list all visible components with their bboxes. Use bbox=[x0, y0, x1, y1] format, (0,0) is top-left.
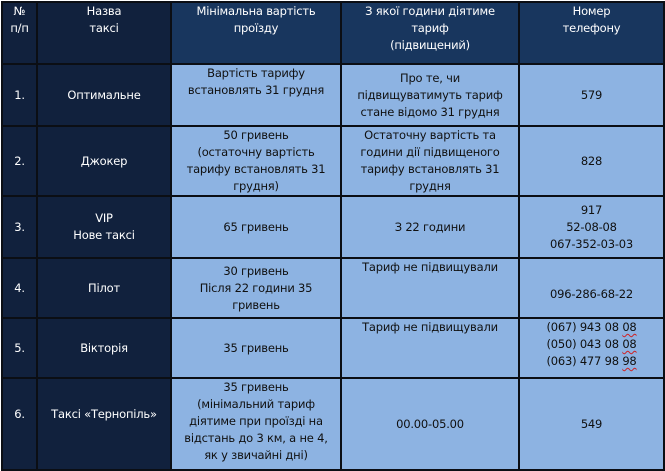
min-fare-line: тарифу встановлять 31 bbox=[186, 162, 326, 176]
min-fare-line: діятиме при проїзді на bbox=[189, 414, 323, 428]
raised-hours-cell bbox=[341, 196, 519, 258]
spellcheck-underlined-text: 08 bbox=[622, 337, 637, 351]
header-raised-hours-line: (підвищений) bbox=[390, 38, 470, 52]
header-number bbox=[2, 2, 37, 64]
raised-hours-line: Остаточну вартість та bbox=[364, 128, 496, 142]
row-number: 6. bbox=[2, 378, 37, 470]
raised-hours-line: 00.00-05.00 bbox=[396, 416, 464, 431]
table-row bbox=[2, 378, 664, 470]
header-number-line: п/п bbox=[10, 21, 29, 35]
taxi-name bbox=[37, 196, 171, 258]
phone-cell bbox=[519, 318, 664, 378]
taxi-name bbox=[37, 64, 171, 126]
raised-hours-cell bbox=[341, 64, 519, 126]
row-number: 1. bbox=[2, 64, 37, 126]
phone-cell bbox=[519, 258, 664, 318]
min-fare-line: 30 гривень bbox=[223, 263, 289, 278]
table-row bbox=[2, 196, 664, 258]
taxi-name-line: Пілот bbox=[88, 280, 120, 295]
raised-hours-cell bbox=[341, 258, 519, 318]
min-fare-line: як у звичайні дні) bbox=[204, 448, 308, 462]
row-number: 3. bbox=[2, 196, 37, 258]
raised-hours-line: Тариф не підвищували bbox=[362, 260, 498, 274]
min-fare-cell bbox=[171, 64, 341, 126]
taxi-name bbox=[37, 258, 171, 318]
phone-number bbox=[524, 353, 659, 370]
taxi-name-line: Вікторія bbox=[80, 340, 128, 355]
header-phone-line: телефону bbox=[562, 21, 621, 35]
phone-number: 549 bbox=[580, 416, 603, 431]
phone-number-main: (063) 477 98 bbox=[546, 354, 623, 368]
taxi-name bbox=[37, 126, 171, 196]
taxi-name-line: Таксі «Тернопіль» bbox=[51, 407, 157, 421]
raised-hours-cell bbox=[341, 378, 519, 470]
min-fare-line: гривень bbox=[232, 297, 280, 312]
header-name-line: Назва bbox=[86, 4, 122, 18]
raised-hours-line: підвищуватимуть тариф bbox=[357, 87, 503, 102]
phone-cell bbox=[519, 378, 664, 470]
table-row bbox=[2, 318, 664, 378]
min-fare-line: 35 гривень bbox=[223, 340, 289, 355]
row-number: 4. bbox=[2, 258, 37, 318]
min-fare-cell bbox=[171, 318, 341, 378]
header-raised-hours-line: тариф bbox=[411, 21, 449, 35]
taxi-name bbox=[37, 378, 171, 470]
phone-number bbox=[524, 319, 659, 336]
phone-cell bbox=[519, 64, 664, 126]
header-phone-line: Номер bbox=[572, 4, 611, 18]
taxi-fares-table bbox=[1, 1, 665, 471]
min-fare-line: 35 гривень bbox=[223, 380, 289, 394]
phone-number-main: (050) 043 08 bbox=[546, 337, 623, 351]
min-fare-cell bbox=[171, 196, 341, 258]
raised-hours-cell bbox=[341, 126, 519, 196]
min-fare-line: відстань до 3 км, а не 4, bbox=[184, 431, 328, 445]
row-number: 5. bbox=[2, 318, 37, 378]
phone-number bbox=[524, 336, 659, 353]
phone-number: 52-08-08 bbox=[566, 219, 617, 234]
raised-hours-line: Про те, чи bbox=[400, 70, 460, 85]
taxi-name-line: Джокер bbox=[80, 153, 128, 168]
phone-cell bbox=[519, 126, 664, 196]
raised-hours-line: стане відомо 31 грудня bbox=[360, 104, 500, 119]
phone-number: 579 bbox=[580, 87, 603, 102]
taxi-name-line: VIP bbox=[95, 211, 113, 225]
min-fare-line: (мінімальний тариф bbox=[197, 397, 315, 411]
raised-hours-line: З 22 години bbox=[394, 219, 466, 234]
taxi-name-line: Нове таксі bbox=[73, 228, 135, 242]
min-fare-cell bbox=[171, 258, 341, 318]
phone-number: 828 bbox=[580, 153, 603, 168]
raised-hours-line: грудня bbox=[409, 179, 451, 193]
min-fare-line: Після 22 години 35 bbox=[199, 280, 313, 295]
header-row bbox=[2, 2, 664, 64]
min-fare-line: грудня) bbox=[233, 179, 279, 193]
table-row bbox=[2, 126, 664, 196]
spellcheck-underlined-text: 98 bbox=[622, 354, 637, 368]
header-phone bbox=[519, 2, 664, 64]
spellcheck-underlined-text: 08 bbox=[622, 320, 637, 334]
taxi-name bbox=[37, 318, 171, 378]
raised-hours-line: Тариф не підвищували bbox=[362, 320, 498, 334]
min-fare-line: 50 гривень bbox=[223, 128, 289, 142]
header-min-fare-line: Мінімальна вартість bbox=[196, 4, 316, 18]
header-raised-hours bbox=[341, 2, 519, 64]
table-row bbox=[2, 258, 664, 318]
header-min-fare bbox=[171, 2, 341, 64]
header-number-line: № bbox=[13, 4, 26, 18]
raised-hours-line: години дії підвищеного bbox=[360, 145, 500, 159]
header-name bbox=[37, 2, 171, 64]
header-min-fare-line: проїзду bbox=[233, 21, 279, 35]
phone-cell bbox=[519, 196, 664, 258]
header-name-line: таксі bbox=[89, 21, 119, 35]
raised-hours-line: тарифу встановлять 31 bbox=[360, 162, 500, 176]
row-number: 2. bbox=[2, 126, 37, 196]
header-raised-hours-line: З якої години діятиме bbox=[365, 4, 495, 18]
min-fare-line: встановлять 31 грудня bbox=[187, 83, 325, 97]
min-fare-line: Вартість тарифу bbox=[207, 66, 305, 80]
table-row bbox=[2, 64, 664, 126]
min-fare-line: 65 гривень bbox=[223, 219, 289, 234]
phone-number: 067-352-03-03 bbox=[549, 236, 633, 251]
phone-number: 917 bbox=[580, 202, 603, 217]
phone-number: 096-286-68-22 bbox=[549, 286, 633, 301]
phone-number-main: (067) 943 08 bbox=[546, 320, 623, 334]
min-fare-line: (остаточну вартість bbox=[197, 145, 315, 159]
min-fare-cell bbox=[171, 126, 341, 196]
taxi-name-line: Оптимальне bbox=[67, 87, 141, 102]
min-fare-cell bbox=[171, 378, 341, 470]
raised-hours-cell bbox=[341, 318, 519, 378]
